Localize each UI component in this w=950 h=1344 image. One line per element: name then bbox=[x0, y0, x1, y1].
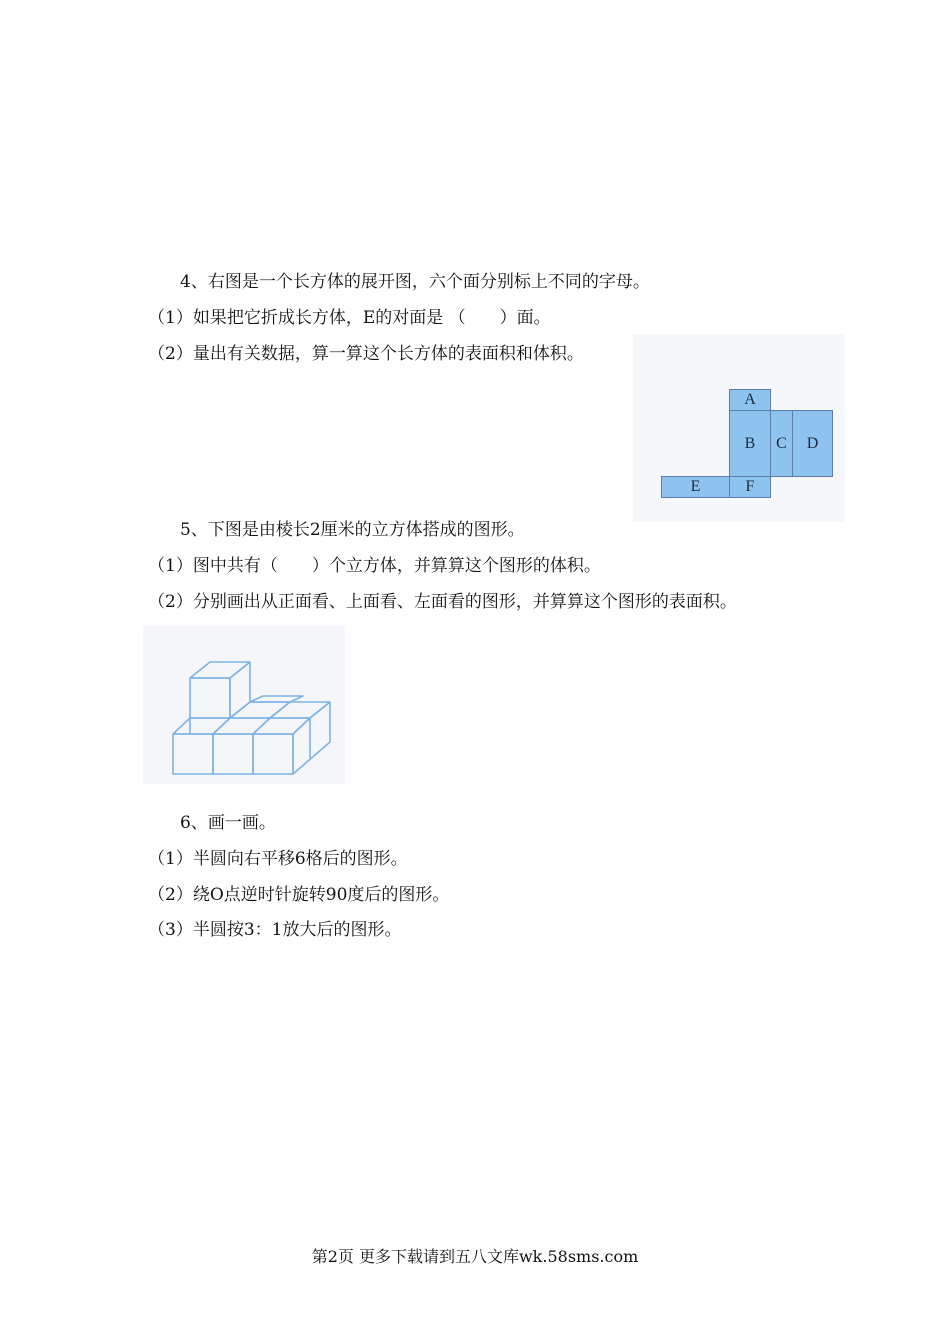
q6-part3: （3）半圆按3：1放大后的图形。 bbox=[148, 920, 402, 940]
front-cube-1 bbox=[173, 734, 213, 774]
net-face-d: D bbox=[792, 410, 833, 477]
cuboid-net-figure bbox=[633, 334, 845, 522]
q4-part1: （1）如果把它折成长方体，E的对面是 （ ）面。 bbox=[148, 308, 551, 328]
stacked-cubes-drawing bbox=[143, 626, 345, 784]
front-cube-2 bbox=[213, 734, 253, 774]
net-face-e: E bbox=[661, 476, 730, 498]
q5-part2: （2）分别画出从正面看、上面看、左面看的图形，并算算这个图形的表面积。 bbox=[148, 592, 737, 612]
top-cube-front bbox=[190, 678, 230, 718]
q4-part2: （2）量出有关数据，算一算这个长方体的表面积和体积。 bbox=[148, 344, 584, 364]
back-cube-top-3 bbox=[250, 696, 303, 702]
page-footer: 第2页 更多下载请到五八文库wk.58sms.com bbox=[311, 1247, 639, 1266]
q6-part2: （2）绕O点逆时针旋转90度后的图形。 bbox=[148, 885, 450, 905]
q5-part1: （1）图中共有（ ）个立方体，并算算这个图形的体积。 bbox=[148, 556, 601, 576]
q6-title: 6、画一画。 bbox=[180, 813, 276, 833]
net-face-a: A bbox=[729, 389, 771, 411]
net-face-f: F bbox=[729, 476, 771, 498]
q6-part1: （1）半圆向右平移6格后的图形。 bbox=[148, 849, 408, 869]
net-face-c: C bbox=[770, 410, 793, 477]
q4-title: 4、右图是一个长方体的展开图，六个面分别标上不同的字母。 bbox=[180, 272, 650, 292]
q5-title: 5、下图是由棱长2厘米的立方体搭成的图形。 bbox=[180, 520, 525, 540]
right-side bbox=[293, 702, 330, 774]
net-face-b: B bbox=[729, 410, 771, 477]
front-cube-3 bbox=[253, 734, 293, 774]
cubes-figure bbox=[143, 626, 345, 784]
